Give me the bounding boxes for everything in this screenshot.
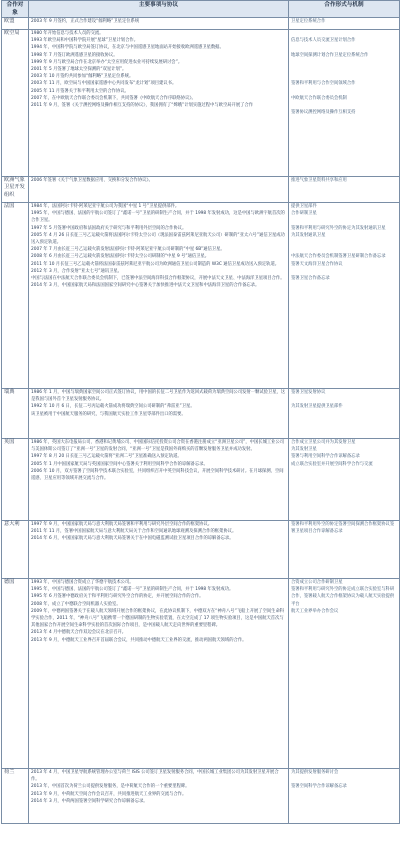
mechanism-cell (289, 30, 400, 177)
mechanism-cell (289, 769, 400, 824)
partner-cell: 欧盟 (2, 18, 29, 30)
mechanism-line: 为其发射通讯卫星 (291, 232, 326, 238)
table-row (2, 769, 400, 824)
event-line: 1980 年开始信息与技术人员的交流。 (31, 31, 104, 36)
event-line: 2008 年 6 月由长征三号乙运载火箭发射法国阿尔卡特太空公司研制的“中星 9 号”通信卫星。 (31, 254, 210, 260)
mechanism-line: 推进气象卫星资料共享和应用 (291, 178, 347, 183)
mechanism-line: 信息与技术人员交流卫星计划合作 (291, 38, 356, 44)
mechanism-line: 为其提供发射服务研讨会 (291, 770, 339, 775)
event-line: 2003 年 11 月，欧空局与中国国家遥感中心共同发布“龙计划”项目建议书。 (31, 81, 177, 87)
event-line: 2014 年 3 月，中荷两国签署空间科学研究合作谅解备忘录。 (31, 798, 148, 804)
partner-cell: 德国 (2, 579, 29, 769)
mechanism-line: 为其发射卫星 (291, 447, 317, 453)
partner-cell: 英国 (2, 439, 29, 521)
header-mechanism: 合作形式与机制 (289, 1, 400, 18)
table-row (2, 439, 400, 521)
mechanism-line (291, 268, 397, 275)
mechanism-cell (289, 579, 400, 769)
mechanism-line (291, 44, 397, 51)
mechanism-line: 签署和平利用与合作空间领域合作 (291, 81, 356, 87)
event-line: 2011 年 9 月，签署《关于测控网络及操作相互支持的协议》，我国拥有了“嫦娥”计划实施过程中与欧空局开展了合作 (31, 103, 254, 109)
events-cell (29, 203, 289, 389)
event-line: 1994 年，中国科学院与欧空局签订协议，在北京与中国遥感卫星地面站开始接收欧洲遥感卫星数据。 (31, 45, 224, 51)
table-row (2, 30, 400, 177)
mechanism-line (291, 246, 397, 253)
mechanism-line: 签署卫星发射协议 (291, 390, 326, 395)
event-line: 1999 年 9 月与欧空局合作在北京举办“太空应用促进农业可持续发展研讨会”。 (31, 59, 183, 65)
partner-cell: 法国 (2, 203, 29, 389)
mechanism-cell (289, 203, 400, 389)
events-cell (29, 579, 289, 769)
mechanism-line: 签署与利用空间科学合作谅解备忘录 (291, 454, 360, 460)
event-line: 2005 年 4 月 26 日长征三号乙运载火箭将法国阿尔卡特太空公司（现法国泰雷兹阿莱尼亚航天公司）研制的“亚太六号”通信卫星成功送入预定轨道。 (31, 232, 285, 246)
event-line: 2001 年 5 月签署了地球太空探测的“双星计划”。 (31, 67, 127, 73)
event-line: 2009 年，中德两国签署关于在载人航天领域开展合作的框架协议，在此协议机制下，中德双方在“神舟八号”飞船上开展了空间生命科学实验合作，2011 年，“神舟八号”飞船携带一个德国研制的生物实验装置，在太空完成了 17 项生物实验项目，这是中国航天首次与其他国家合作开展空间生命科学实验的首次国际合作项目，是中国载人航天走向世界的重要里程碑。 (31, 608, 285, 629)
event-line: 2005 年 11 月签署关于和平利用太空的合作协议。 (31, 88, 129, 94)
event-line: 2014 年 3 月，中国国家航天局和法国国家空间研究中心签署关于加快推进中法天文卫星和中法海洋卫星的合作备忘录。 (31, 283, 260, 289)
event-line: 1995 年，中国与德国、法国的宇航公司签订了“鑫诺一号”卫星的研制生产合同，并于 1998 年发射成功。 (31, 587, 234, 593)
events-cell (29, 439, 289, 521)
event-line: 1986 年，英国大东电报局公司、香港和记黄埔公司、中国国际信托投资公司合资在香港注册成立“亚洲卫星公司”，中国长城工业公司与美国休斯公司签订了“亚洲一号”卫星的发射合同，“亚洲一号”卫星是我国外商购买的首颗发射服务卫星并成功发射。 (31, 440, 285, 453)
table-row (2, 203, 400, 389)
mechanism-line (291, 102, 397, 109)
mechanism-line (291, 396, 397, 403)
partner-cell: 荷兰 (2, 769, 29, 824)
mechanism-line: 合作研制卫星 (291, 211, 317, 217)
event-line: 1993 年欧空局和中国科学院开展“星球”卫星计划合作。 (31, 38, 138, 44)
event-line: 2013 年，中国首次为荷兰公司提供发射服务，是中荷航天合作的一个重要里程碑。 (31, 784, 190, 790)
mechanism-line: 合作成立卫星公司并为其发射卫星 (291, 440, 356, 445)
table-row (2, 389, 400, 439)
partner-cell: 欧空局 (2, 30, 29, 177)
mechanism-line: 签署和平利用与研究外空的协定为其发射通讯卫星 (291, 225, 386, 231)
mechanism-cell (289, 177, 400, 203)
events-cell (29, 177, 289, 203)
mechanism-line: 签署天文海洋卫星合作协议 (291, 261, 343, 267)
mechanism-line (291, 776, 397, 783)
table-row (2, 177, 400, 203)
mechanism-line: 签署协议测控网络及操作互相支持 (291, 110, 356, 116)
mechanism-line: 签署和平利用外空的协定签署空间探测合作框架协议签署卫星项目合作谅解备忘录 (291, 522, 395, 535)
mechanism-cell (289, 389, 400, 439)
event-line: 2003 年 10 月签约共同参加“伽利略”卫星定位系统。 (31, 74, 134, 80)
event-line: 1984 年，法国阿尔卡特·阿莱尼亚宇航公司为我国“中星 1 号”卫星提供部件。 (31, 204, 180, 209)
event-line: 2013 年 9 月，中荷航天空间合作会议召开，共同推进航天工业界的交流与合作。 (31, 791, 187, 797)
event-line: 2007 年 7 月由长征三号乙运载火箭发射法国阿尔卡特·阿莱尼亚宇航公司研制的“中星 6B”通信卫星。 (31, 247, 225, 253)
table-row (2, 579, 400, 769)
mechanism-line (291, 66, 397, 73)
table-body (2, 18, 400, 824)
event-line: 1998 年 7 月签订欧洲遥感卫星的接收协议。 (31, 52, 118, 58)
mechanism-line: 为其发射卫星提供卫星部件 (291, 404, 343, 410)
table-header (2, 1, 400, 18)
events-cell (29, 769, 289, 824)
mechanism-line: 成立联合实验室并开展空间科学合作与交流 (291, 461, 373, 467)
event-line: 1992 年 10 月 6 日，长征二号丙运载火箭成功将瑞典空间公司研制的“弗雷亚”卫星。 (31, 404, 195, 410)
mechanism-line: 航天工业界举办合作会议 (291, 608, 339, 614)
event-line: 2013 年 4 月中德航天合作双边会议在北京召开。 (31, 630, 127, 636)
event-line: 2013 年 4 月，中国卫星导航系统管理办公室与荷兰 ISIS 公司签订卫星发射服务合同，中国长城工业集团公司为其发射卫星开展合作。 (31, 770, 279, 783)
header-events: 主要事项与协议 (29, 1, 289, 18)
event-line: 1997 年 5 月签署中国政府和法国政府关于研究与和平利用外层空间的合作协议。 (31, 225, 187, 231)
table-row (2, 521, 400, 579)
mechanism-line: 提供卫星部件 (291, 204, 317, 209)
mechanism-line: 中欧航天合作联合委员会机制 (291, 95, 347, 101)
cooperation-table (1, 0, 400, 824)
event-line: 2011 年 11 月，签署中国国家航天局与意大利航天局关于合作和空间通讯地球观测及探测合作的框架协议。 (31, 529, 237, 535)
header-row (2, 1, 400, 18)
mechanism-line: 卫星定位系统合作 (291, 19, 326, 24)
event-line: 2006 年签署《关于气象卫星数据应用、交换和分发合作协议》。 (31, 178, 153, 183)
partner-cell: 瑞典 (2, 389, 29, 439)
mechanism-line (291, 217, 397, 224)
event-line: 2006 年 10 月，双方签署了空间科学技术联合实验室，共同组织召开中英空间科技会议，开展空间科学技术研讨。在月球探测、空间遥感、卫星应用等领域开展交流与合作。 (31, 468, 284, 482)
event-line: 2005 年 1 月中国国家航天局与英国国家空间中心签署关于利用空间科学合作的谅解备忘录。 (31, 461, 208, 467)
mechanism-line: 签署空间科学合作谅解备忘录 (291, 784, 347, 790)
partner-cell: 意大利 (2, 521, 29, 579)
event-line: 2011 年 10 月长征三号乙运载火箭将法国泰雷兹阿莱尼亚宇航公司为欧洲通信卫星公司制造的 W3C 通信卫星成功送入预定轨道。 (31, 261, 280, 267)
event-line: 中国与法国在中法航天合作联合委员会机制下，已签署中法空间海洋科技合作框架协议，开展中法天文卫星、中法海洋卫星项目合作。 (31, 276, 285, 282)
mechanism-line: 地球空间探测计划合作卫星定位系统合作 (291, 52, 369, 58)
event-line: 1986 年 1 月，中国与瑞典国家空间公司正式签订协议，用中国的长征二号卫星作为返回式载荷为瑞典空间公司发射一颗试验卫星，这是我国与国外首个卫星发射服务协议。 (31, 390, 286, 403)
mechanism-line: 签署和平利用与研究外空的协定成立联合实验室与科研合作，签署载人航天合作框架协议为载人航天实验提供平台 (291, 587, 395, 607)
header-partner: 合作对象 (2, 1, 29, 18)
mechanism-line: 合资成立公司合作研制卫星 (291, 580, 343, 585)
event-line: 1997 年 9 月，中国国家航天局与意大利航天局签署和平利用与研究外层空间合作的框架协议。 (31, 522, 213, 527)
mechanism-line (291, 88, 397, 95)
event-line: 1997 年 8 月 20 日长征三号乙运载火箭将“亚洲二号”卫星准确送入预定轨道。 (31, 454, 182, 460)
events-cell (29, 521, 289, 579)
event-line: 该卫星被用于中国航天服务的研究，与我国航天实验工作卫星零部件出口的需要。 (31, 411, 186, 417)
mechanism-cell (289, 18, 400, 30)
mechanism-line (291, 59, 397, 66)
events-cell (29, 389, 289, 439)
event-line: 1995 年 6 月签署中德政府关于和平利用与研究外空合作的协定，并开展空间合作的合作。 (31, 594, 204, 600)
event-line: 2013 年 9 月，中德航天工业界召开首届联合会议，共同推动中德航天工业界的交流，推动两国航天领域的合作。 (31, 637, 247, 643)
event-line: 1995 年，中国与德国、法国的宇航公司签订了“鑫诺一号”卫星的研制生产合同，并于 1998 年发射成功，这是中国与欧洲宇航首次的合作卫星。 (31, 211, 285, 224)
event-line: 1993 年，中国与德国合资成立了华德宇航技术公司。 (31, 580, 134, 585)
partner-cell: 欧洲气象卫星开发组织 (2, 177, 29, 203)
mechanism-line (291, 73, 397, 80)
event-line: 2012 年 3 月，合作发射“亚太七号”通讯卫星。 (31, 268, 122, 274)
mechanism-line (291, 30, 397, 37)
table-row (2, 18, 400, 30)
event-line: 2014 年 6 月，中国国家航天局与意大利航天局签署关于在中国电磁监测试验卫星项目合作的谅解备忘录。 (31, 536, 234, 542)
mechanism-cell (289, 439, 400, 521)
mechanism-line: 中法航天合作委员会机制签署卫星研制合作备忘录 (291, 254, 386, 260)
mechanism-cell (289, 521, 400, 579)
mechanism-line: 签署卫星合作备忘录 (291, 275, 330, 281)
event-line: 2007 年，在中欧航天合作联合委员会机制下，共同签署《中欧航天合作序联络协议》。 (31, 95, 196, 101)
events-cell (29, 18, 289, 30)
mechanism-line (291, 239, 397, 246)
event-line: 2003 年 9 月签约，正式合作建设“伽利略”卫星定位系统 (31, 19, 140, 24)
events-cell (29, 30, 289, 177)
event-line: 2008 年，成立了中德联合空间机器人实验室。 (31, 601, 121, 607)
